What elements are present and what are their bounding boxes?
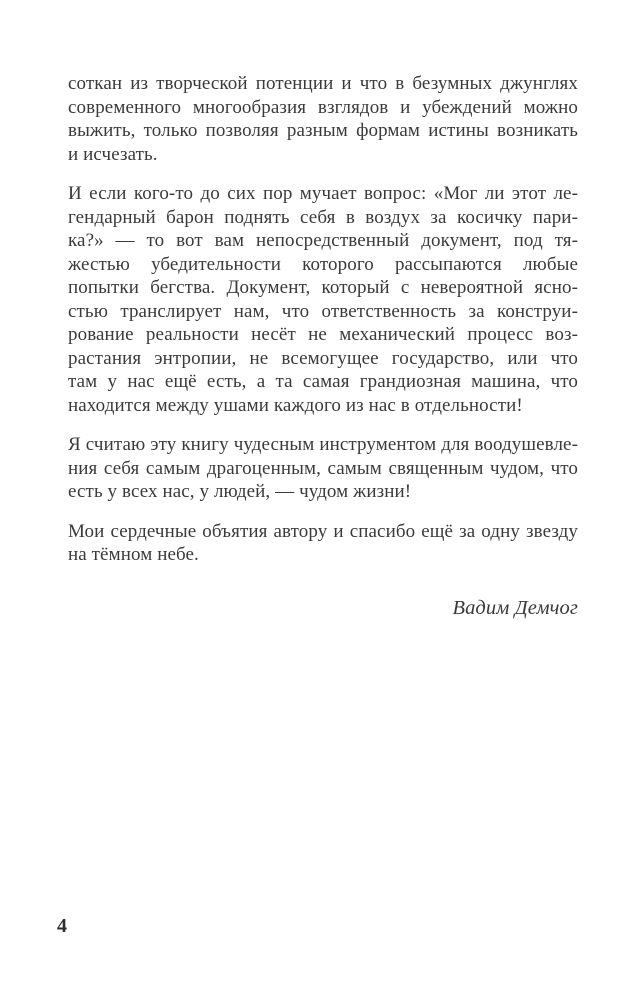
text-line: гендарный барон поднять себя в воздух за косичку пари- (68, 206, 578, 228)
text-line: растания энтропии, не всемогущее государство, или что (68, 347, 578, 369)
signature: Вадим Демчог (452, 596, 578, 619)
text-line: стью транслирует нам, что ответственность за конструи- (68, 300, 578, 322)
text-line: там у нас ещё есть, а та самая грандиозная машина, что (68, 371, 578, 392)
text-line: жестью убедительности которого рассыпаются любые (68, 253, 578, 275)
text-line: современного многообразия взглядов и убеждений можно (68, 96, 578, 118)
text-line: выжить, только позволяя разным формам истины возникать (68, 120, 578, 141)
text-line: есть у всех нас, у людей, — чудом жизни! (68, 481, 412, 502)
text-line: И если кого-то до сих пор мучает вопрос: «Мог ли этот ле- (68, 183, 578, 204)
text-line: Мои сердечные объятия автору и спасибо ещё за одну звезду (68, 520, 578, 542)
text-line: находится между ушами каждого из нас в отдельности! (68, 394, 523, 416)
text-line: на тёмном небе. (68, 544, 199, 565)
text-line: попытки бегства. Документ, который с невероятной ясно- (68, 277, 578, 298)
page-number: 4 (57, 915, 67, 937)
text-line: Я считаю эту книгу чудесным инструментом для воодушевле- (68, 434, 578, 455)
paragraph (68, 433, 578, 504)
text-line: ния себя самым драгоценным, самым священным чудом, что (68, 457, 578, 479)
body-text (68, 72, 578, 620)
paragraph (68, 182, 578, 417)
paragraph (68, 72, 578, 166)
text-line: ка?» — то вот вам непосредственный документ, под тя- (68, 230, 578, 251)
text-line: рование реальности несёт не механический процесс воз- (68, 324, 578, 345)
paragraph (68, 520, 578, 567)
text-line: и исчезать. (68, 143, 158, 165)
text-line: соткан из творческой потенции и что в безумных джунглях (68, 73, 578, 94)
